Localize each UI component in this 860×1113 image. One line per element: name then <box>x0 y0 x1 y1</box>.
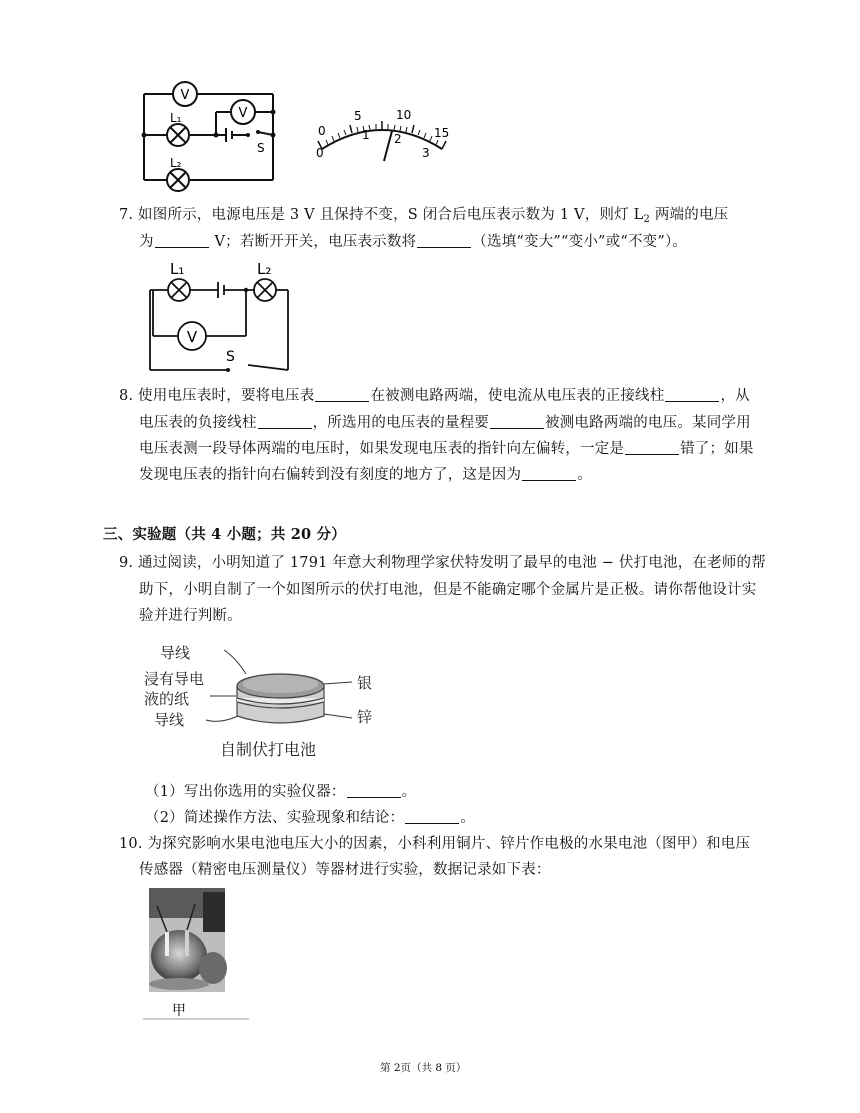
q9-sub-1: （1）写出你选用的实验仪器： 。 <box>145 784 417 800</box>
top-lamp-l1-label: L₁ <box>170 111 182 125</box>
q8-blank-6[interactable] <box>522 465 576 481</box>
top-switch-label: S <box>257 141 265 155</box>
fig-paper-label-2: 液的纸 <box>144 690 190 708</box>
volta-battery-figure <box>140 636 390 771</box>
q7-line-1: 7. 如图所示，电源电压是 3 V 且保持不变，S 闭合后电压表示数为 1 V，则灯 $L_2$ 两端的电压 <box>119 207 729 225</box>
dial-lower-1: 1 <box>362 128 370 142</box>
fig-caption: 自制伏打电池 <box>220 740 317 759</box>
q7-blank-2[interactable] <box>417 232 471 248</box>
section-3-title: 三、实验题（共 4 小题；共 20 分） <box>103 526 346 543</box>
q9-blank-1[interactable] <box>347 782 401 798</box>
q7-blank-1[interactable] <box>155 232 209 248</box>
dial-lower-0: 0 <box>316 146 324 160</box>
q8-line-2: 电压表的负接线柱 ，所选用的电压表的量程要 被测电路两端的电压。某同学用 <box>139 415 751 431</box>
top-voltmeter-1-label: V <box>180 88 190 103</box>
q8-line-4: 发现电压表的指针向右偏转到没有刻度的地方了，这是因为 。 <box>139 467 592 483</box>
q9-sub-2: （2）简述操作方法、实验现象和结论： 。 <box>145 810 476 826</box>
fruit-photo-caption: 甲 <box>172 1003 186 1019</box>
fig-paper-label-1: 浸有导电 <box>144 670 205 688</box>
q8-blank-2[interactable] <box>665 386 719 402</box>
fig-wire-top-label: 导线 <box>160 644 191 662</box>
q10-line-1: 10. 为探究影响水果电池电压大小的因素，小科利用铜片、锌片作电极的水果电池（图甲）和电压 <box>119 836 751 852</box>
q9-line-1: 9. 通过阅读，小明知道了 1791 年意大利物理学家伏特发明了最早的电池 − 伏打电池，在老师的帮 <box>119 555 766 571</box>
q8-blank-4[interactable] <box>490 413 544 429</box>
q7-lamp-l2-label: L₂ <box>257 260 272 278</box>
q8-blank-3[interactable] <box>258 413 312 429</box>
page-footer: 第 2页（共 8 页） <box>380 1062 467 1074</box>
q10-line-2: 传感器（精密电压测量仪）等器材进行实验，数据记录如下表： <box>139 862 551 878</box>
dial-upper-5: 5 <box>354 109 362 123</box>
q8-blank-1[interactable] <box>315 386 369 402</box>
q8-line-3: 电压表测一段导体两端的电压时，如果发现电压表的指针向左偏转，一定是 错了；如果 <box>139 441 754 457</box>
top-circuit-figure <box>130 78 290 193</box>
q7-lamp-l1-label: L₁ <box>170 260 185 278</box>
q7-line-2: 为 V；若断开开关，电压表示数将 （选填“变大”“变小”或“不变”）。 <box>139 234 688 250</box>
q7-voltmeter-label: V <box>186 328 198 346</box>
top-lamp-l2-label: L₂ <box>170 156 182 170</box>
q7-switch-label: S <box>226 349 235 365</box>
q7-circuit-figure <box>138 254 298 379</box>
fig-silver-label: 银 <box>357 674 373 692</box>
q9-blank-2[interactable] <box>405 808 459 824</box>
fig-wire-bottom-label: 导线 <box>154 711 185 729</box>
voltmeter-dial-figure <box>308 105 456 175</box>
dial-upper-15: 15 <box>434 126 450 140</box>
q8-blank-5[interactable] <box>625 439 679 455</box>
q9-line-2: 助下，小明自制了一个如图所示的伏打电池，但是不能确定哪个金属片是正极。请你帮他设计实 <box>139 582 757 598</box>
q8-line-1: 8. 使用电压表时，要将电压表 在被测电路两端，使电流从电压表的正接线柱 ，从 <box>119 388 750 404</box>
dial-upper-0: 0 <box>318 124 326 138</box>
fig-zinc-label: 锌 <box>357 708 373 726</box>
top-voltmeter-2-label: V <box>238 106 248 121</box>
q9-line-3: 验并进行判断。 <box>139 608 242 624</box>
dial-lower-2: 2 <box>394 132 402 146</box>
dial-upper-10: 10 <box>396 108 412 122</box>
dial-lower-3: 3 <box>422 146 430 160</box>
fruit-battery-photo <box>143 886 251 1021</box>
